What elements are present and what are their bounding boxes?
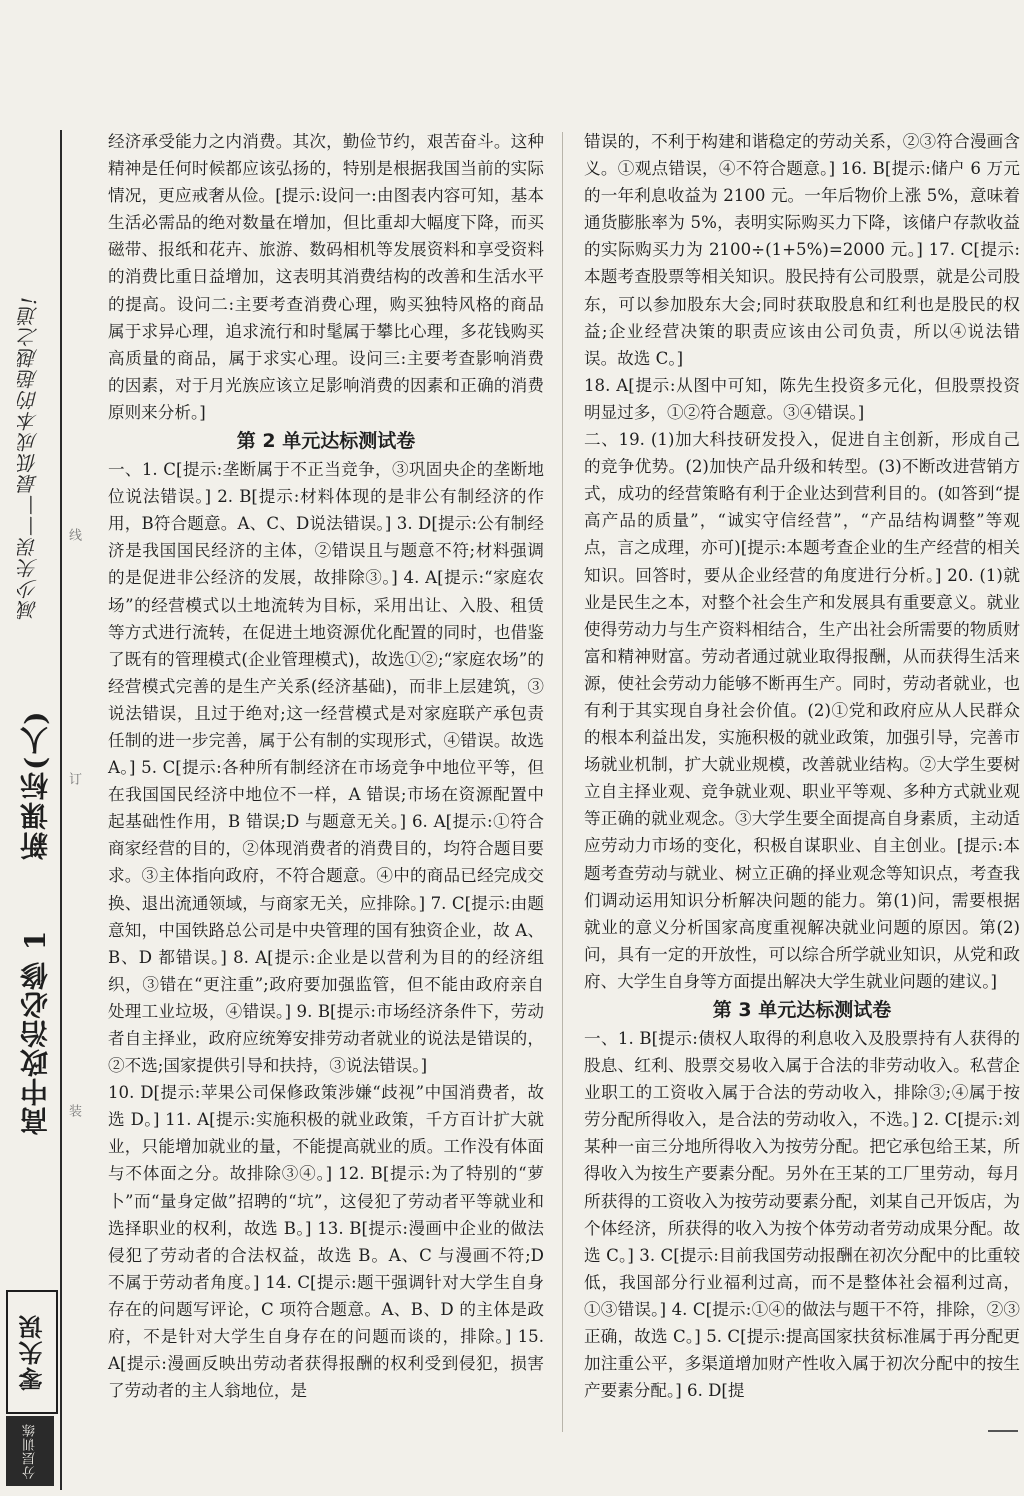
spine-series-label: 新课标(人) xyxy=(19,709,52,860)
brand-name: 零失误 xyxy=(17,1313,47,1391)
unit-2-heading: 第 2 单元达标测试卷 xyxy=(236,430,416,453)
brand-subtitle: 分层训练 xyxy=(22,1423,38,1479)
right-paragraph-3: 二、19. (1)加大科技研发投入，促进自主创新，形成自己的竞争优势。(2)加快产品升级和转型。(3)不断改进营销方式，成功的经营策略有利于企业达到营利目的。(如答到“提高产品的质量”，“诚实守信经营”，“产品结构调整”等观点，言之成理，亦可)[提示:本题考查企业的生产经营的相关知识。回答时，要从企业经营的角度进行分析。] 20. (1)就业是民生之本，对整个社会生产和发展具有重要意义。就业使得劳动力与生产资料相结合，生产出社会所需要的物质财富和精神财富。劳动者通过就业取得报酬，从而获得生活来源，使社会劳动力能够不断再生产。同时，劳动者就业，也有利于其实现自身社会价值。(2)①党和政府应从人民群众的根本利益出发，实施积极的就业政策，加强引导，完善市场就业机制，扩大就业规模，改善就业结构。②大学生要树立自主择业观、竞争就业观、职业平等观、多种方式就业观等正确的就业观念。③大学生要全面提高自身素质，主动适应劳动力市场的变化，积极自谋职业、自主创业。[提示:本题考查劳动与就业、树立正确的择业观念等知识点，考查我们调动运用知识分析解决问题的能力。第(1)问，需要根据就业的意义分析国家高度重视解决就业问题的原因。第(2)问，具有一定的开放性，可以综合所学就业知识，从党和政府、大学生自身等方面提出解决大学生就业问题的建议。] xyxy=(584,430,1020,991)
left-paragraph-1: 经济承受能力之内消费。其次，勤俭节约，艰苦奋斗。这种精神是任何时候都应该弘扬的，特别是根据我国当前的实际情况，更应戒奢从俭。[提示:设问一:由图表内容可知，基本生活必需品的绝对数量在增加，但比重却大幅度下降，而买磁带、报纸和花卉、旅游、数码相机等发展资料和享受资料的消费比重日益增加，这表明其消费结构的改善和生活水平的提高。设问二:主要考查消费心理，购买独特风格的商品属于求异心理，追求流行和时髦属于攀比心理，多花钱购买高质量的商品，属于求实心理。设问三:主要考查影响消费的因素，对于月光族应该立足影响消费的因素和正确的消费原则来分析。] xyxy=(108,132,544,422)
column-divider xyxy=(562,132,563,1432)
brand-subtitle-box xyxy=(6,1416,54,1486)
binding-mark-line: 线 xyxy=(66,528,81,541)
right-paragraph-2: 18. A[提示:从图中可知，陈先生投资多元化，但股票投资明显过多，①②符合题意。③④错误。] xyxy=(584,375,1020,422)
right-column xyxy=(584,128,1020,1404)
page-corner-mark xyxy=(988,1430,1018,1432)
unit-3-heading: 第 3 单元达标测试卷 xyxy=(712,999,892,1021)
binding-mark-bind: 订 xyxy=(66,772,81,785)
spine-slogan: 减少失误——最低成本的超越之道! xyxy=(17,295,41,620)
right-paragraph-1: 错误的，不利于构建和谐稳定的劳动关系，②③符合漫画含义。①观点错误，④不符合题意。] 16. B[提示:储户 6 万元的一年利息收益为 2100 元。一年后物价上涨 5%，意味着通货膨胀率为 5%，表明实际购买力下降，该储户存款收益的实际购买力为 2100÷(1+5%)=2000 元。] 17. C[提示:本题考查股票等相关知识。股民持有公司股票，就是公司股东，可以参加股东大会;同时获取股息和红利也是股民的权益;企业经营决策的职责应该由公司负责，所以④说法错误。故选 C。] xyxy=(584,132,1020,368)
brand-logo xyxy=(6,1290,58,1414)
spine-divider-line xyxy=(60,130,62,1490)
left-paragraph-2: 一、1. C[提示:垄断属于不正当竞争，③巩固央企的垄断地位说法错误。] 2. B[提示:材料体现的是非公有制经济的作用，B符合题意。A、C、D说法错误。] 3. D[提示:公有制经济是我国国民经济的主体，②错误且与题意不符;材料强调的是促进非公经济的发展，故排除③。] 4. A[提示:“家庭农场”的经营模式以土地流转为目标，采用出让、入股、租赁等方式进行流转，在促进土地资源优化配置的同时，也借鉴了既有的管理模式(企业管理模式)，故选①②;“家庭农场”的经营模式完善的是生产关系(经济基础)，而非上层建筑，③说法错误，且过于绝对;这一经营模式是对家庭联产承包责任制的进一步完善，属于公有制的实现形式，④错误。故选 A。] 5. C[提示:各种所有制经济在市场竞争中地位平等，但在我国国民经济中地位不一样，A 错误;市场在资源配置中起基础性作用，B 错误;D 与题意无关。] 6. A[提示:①符合商家经营的目的，②体现消费者的消费目的，均符合题目要求。③主体指向政府，不符合题意。④中的商品已经完成交换、退出流通领域，与商家无关，应排除。] 7. C[提示:由题意知，中国铁路总公司是中央管理的国有独资企业，故 A、B、D 都错误。] 8. A[提示:企业是以营利为目的的经济组织，③错在“更注重”;政府要加强监管，但不能由政府亲自处理工业垃圾，④错误。] 9. B[提示:市场经济条件下，劳动者自主择业，政府应统筹安排劳动者就业的说法是错误的，②不选;国家提供引导和扶持，③说法错误。] xyxy=(108,460,544,1076)
spine-subject-title: 高中政治必修 1 xyxy=(19,929,52,1135)
left-paragraph-3: 10. D[提示:苹果公司保修政策涉嫌“歧视”中国消费者，故选 D。] 11. A[提示:实施积极的就业政策，千方百计扩大就业，只能增加就业的量，不能提高就业的质。工作没有体面与不体面之分。故排除③④。] 12. B[提示:为了特别的“萝卜”而“量身定做”招聘的“坑”，这侵犯了劳动者平等就业和选择职业的权利，故选 B。] 13. B[提示:漫画中企业的做法侵犯了劳动者的合法权益，故选 B。A、C 与漫画不符;D 不属于劳动者角度。] 14. C[提示:题干强调针对大学生自身存在的问题写评论，C 项符合题意。A、B、D 的主体是政府，不是针对大学生自身存在的问题而谈的，排除。] 15. A[提示:漫画反映出劳动者获得报酬的权利受到侵犯，损害了劳动者的主人翁地位，是 xyxy=(108,1083,544,1401)
left-column xyxy=(108,128,544,1404)
right-paragraph-4: 一、1. B[提示:债权人取得的利息收入及股票持有人获得的股息、红利、股票交易收入属于合法的非劳动收入。私营企业职工的工资收入属于合法的劳动收入，排除③;④属于按劳分配所得收入，是合法的劳动收入，不选。] 2. C[提示:刘某种一亩三分地所得收入为按劳分配。把它承包给王某，所得收入为按生产要素分配。另外在王某的工厂里劳动，每月所获得的工资收入为按劳动要素分配，刘某自己开饭店，为个体经济，所获得的收入为按个体劳动者劳动成果分配。故选 C。] 3. C[提示:目前我国劳动报酬在初次分配中的比重较低，我国部分行业福利过高，而不是整体社会福利过高，①③错误。] 4. C[提示:①④的做法与题干不符，排除，②③正确，故选 C。] 5. C[提示:提高国家扶贫标准属于再分配更加注重公平，多渠道增加财产性收入属于初次分配中的按生产要素分配。] 6. D[提 xyxy=(584,1029,1020,1401)
binding-mark-mount: 装 xyxy=(66,1104,81,1117)
page-spine xyxy=(0,0,92,1496)
